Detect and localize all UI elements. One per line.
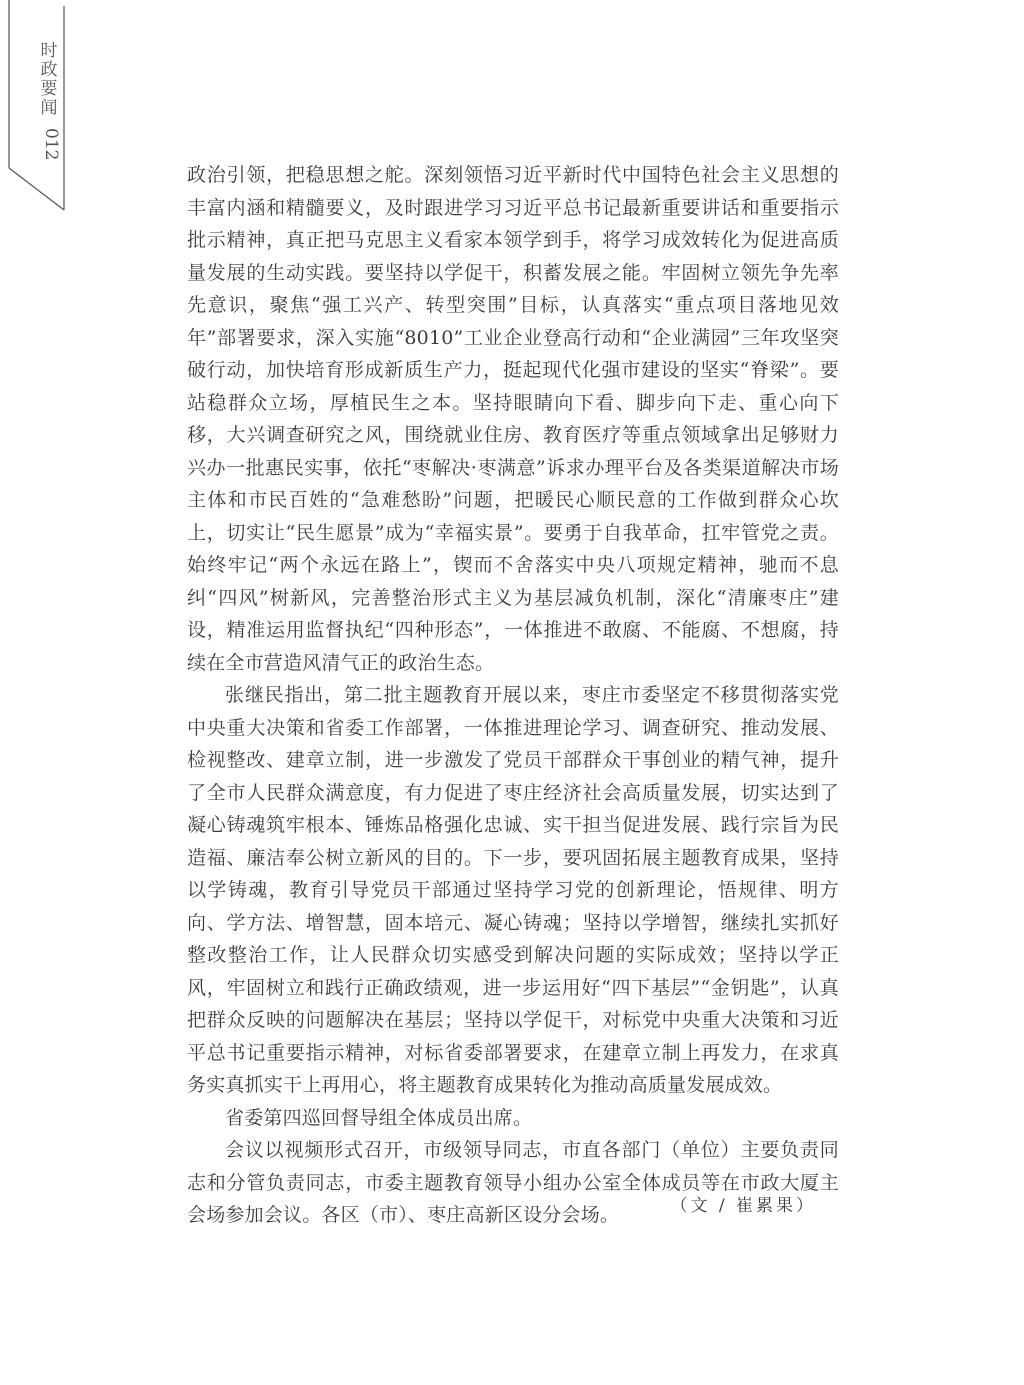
author-credit: （文 / 崔累果） (670, 1196, 816, 1216)
section-title: 时政要闻 (40, 41, 58, 118)
article-paragraph: 政治引领，把稳思想之舵。深刻领悟习近平新时代中国特色社会主义思想的丰富内涵和精髓要义，及时跟进学习习近平总书记最新重要讲话和重要指示批示精神，真正把马克思主义看家本领学到手，将学习成效转化为促进高质量发展的生动实践。要坚持以学促干，积蓄发展之能。牢固树立领先争先率先意识，聚焦“强工兴产、转型突围”目标，认真落实“重点项目落地见效年”部署要求，深入实施“8010”工业企业登高行动和“企业满园”三年攻坚突破行动，加快培育形成新质生产力，挺起现代化强市建设的坚实“脊梁”。要站稳群众立场，厚植民生之本。坚持眼睛向下看、脚步向下走、重心向下移，大兴调查研究之风，围绕就业住房、教育医疗等重点领域拿出足够财力兴办一批惠民实事，依托“枣解决·枣满意”诉求办理平台及各类渠道解决市场主体和市民百姓的“急难愁盼”问题，把暖民心顺民意的工作做到群众心坎上，切实让“民生愿景”成为“幸福实景”。要勇于自我革命，扛牢管党之责。始终牢记“两个永远在路上”，锲而不舍落实中央八项规定精神，驰而不息纠“四风”树新风，完善整治形式主义为基层减负机制，深化“清廉枣庄”建设，精准运用监督执纪“四种形态”，一体推进不敢腐、不能腐、不想腐，持续在全市营造风清气正的政治生态。 (187, 164, 839, 674)
page-number: 012 (41, 128, 61, 161)
article-body (187, 159, 839, 1232)
section-tab (0, 0, 70, 215)
article-paragraph: 会议以视频形式召开，市级领导同志，市直各部门（单位）主要负责同志和分管负责同志，市委主题教育领导小组办公室全体成员等在市政大厦主会场参加会议。各区（市）、枣庄高新区设分会场。 (187, 1139, 839, 1226)
article-paragraph: 张继民指出，第二批主题教育开展以来，枣庄市委坚定不移贯彻落实党中央重大决策和省委工作部署，一体推进理论学习、调查研究、推动发展、检视整改、建章立制，进一步激发了党员干部群众干事创业的精气神，提升了全市人民群众满意度，有力促进了枣庄经济社会高质量发展，切实达到了凝心铸魂筑牢根本、锤炼品格强化忠诚、实干担当促进发展、践行宗旨为民造福、廉洁奉公树立新风的目的。下一步，要巩固拓展主题教育成果，坚持以学铸魂，教育引导党员干部通过坚持学习党的创新理论，悟规律、明方向、学方法、增智慧，固本培元、凝心铸魂；坚持以学增智，继续扎实抓好整改整治工作，让人民群众切实感受到解决问题的实际成效；坚持以学正风，牢固树立和践行正确政绩观，进一步运用好“四下基层”“金钥匙”，认真把群众反映的问题解决在基层；坚持以学促干，对标党中央重大决策和习近平总书记重要指示精神，对标省委部署要求，在建章立制上再发力，在求真务实真抓实干上再用心，将主题教育成果转化为推动高质量发展成效。 (187, 684, 839, 1096)
article-paragraph: 省委第四巡回督导组全体成员出席。 (225, 1106, 533, 1129)
